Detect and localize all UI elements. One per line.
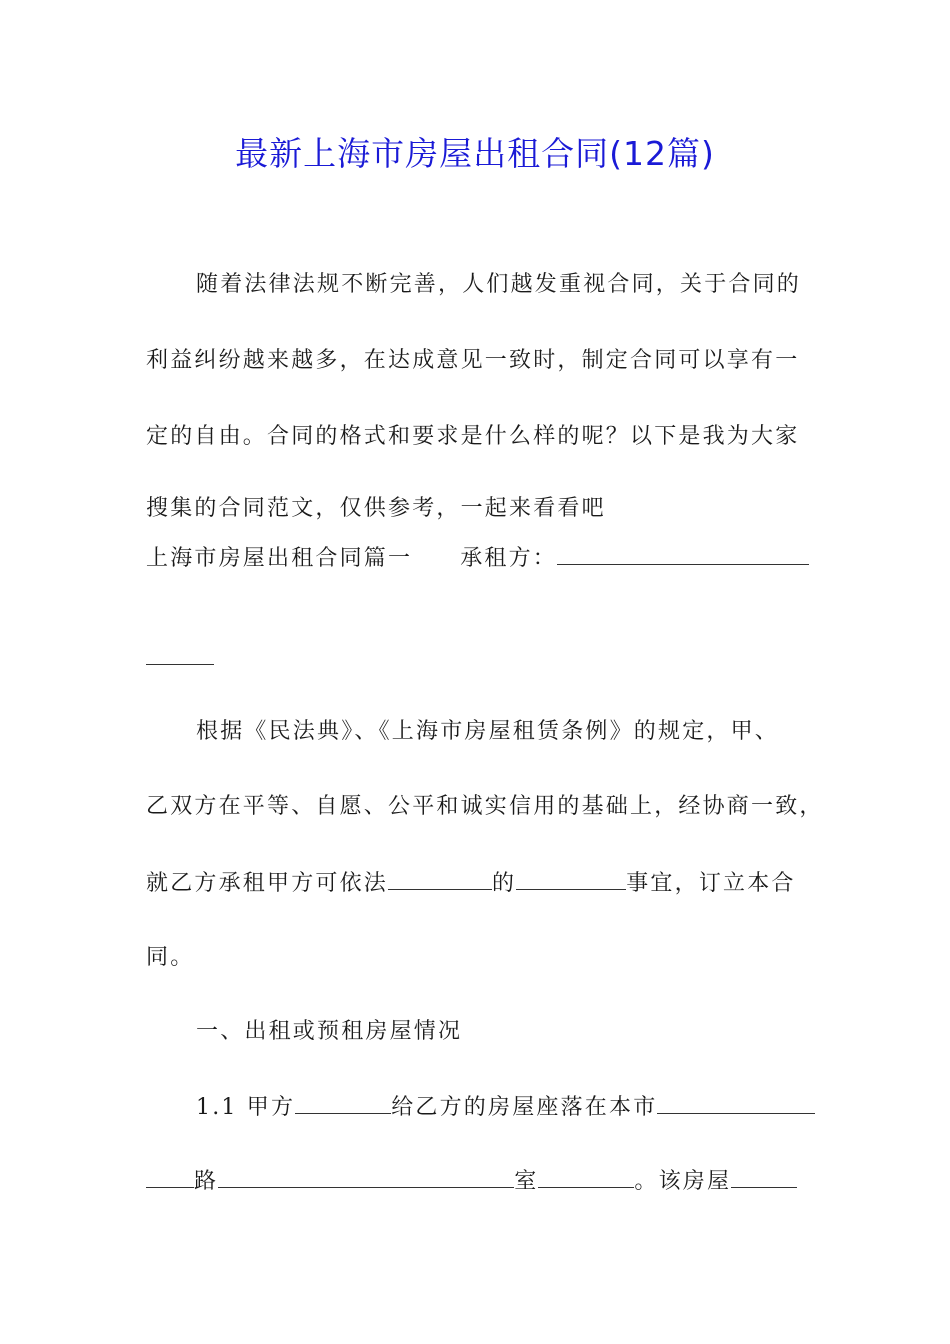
road-label: 路 — [194, 1169, 219, 1194]
road-prefix-blank[interactable] — [146, 1167, 194, 1188]
basis-line-2: 乙双方在平等、自愿、公平和诚实信用的基础上，经协商一致， — [146, 794, 824, 819]
intro-line-3: 定的自由。合同的格式和要求是什么样的呢？以下是我为大家 — [146, 424, 800, 449]
clause1-1-line-2 — [146, 1167, 808, 1197]
section-heading-line — [146, 544, 808, 574]
intro-line-4: 搜集的合同范文，仅供参考，一起来看看吧 — [146, 496, 606, 521]
intro-line-1: 随着法律法规不断完善，人们越发重视合同，关于合同的 — [196, 272, 802, 297]
road-blank[interactable] — [218, 1167, 514, 1188]
clause1-heading: 一、出租或预租房屋情况 — [196, 1019, 463, 1044]
district-blank[interactable] — [657, 1093, 815, 1114]
basis-line-1: 根据《民法典》、《上海市房屋租赁条例》的规定，甲、 — [196, 719, 780, 744]
clause1-1-text-a: 1.1 甲方 — [196, 1095, 296, 1120]
lessee-label: 承租方： — [460, 546, 558, 571]
lessee-blank[interactable] — [557, 544, 809, 565]
lessor-blank[interactable] — [295, 1093, 391, 1114]
property-blank-1[interactable] — [388, 869, 492, 890]
room-blank[interactable] — [538, 1167, 634, 1188]
clause1-1-text-b: 给乙方的房屋座落在本市 — [391, 1095, 658, 1120]
basis-line-4: 同。 — [146, 945, 195, 970]
property-blank-2[interactable] — [516, 869, 626, 890]
clause1-1-text-e: 。该房屋 — [634, 1169, 732, 1194]
section-heading: 上海市房屋出租合同篇一 — [146, 546, 413, 571]
house-blank[interactable] — [731, 1167, 797, 1188]
basis-text-b: 的 — [492, 871, 517, 896]
clause1-1-line-1 — [196, 1093, 808, 1123]
intro-line-2: 利益纠纷越来越多，在达成意见一致时，制定合同可以享有一 — [146, 348, 800, 373]
room-label: 室 — [514, 1169, 539, 1194]
basis-text-a: 就乙方承租甲方可依法 — [146, 871, 389, 896]
basis-line-3 — [146, 869, 808, 899]
basis-text-c: 事宜，订立本合 — [626, 871, 796, 896]
lessee-blank-continued[interactable] — [146, 644, 214, 665]
lessee-blank-continued-line — [146, 644, 808, 674]
document-title: 最新上海市房屋出租合同(12篇) — [235, 134, 715, 173]
